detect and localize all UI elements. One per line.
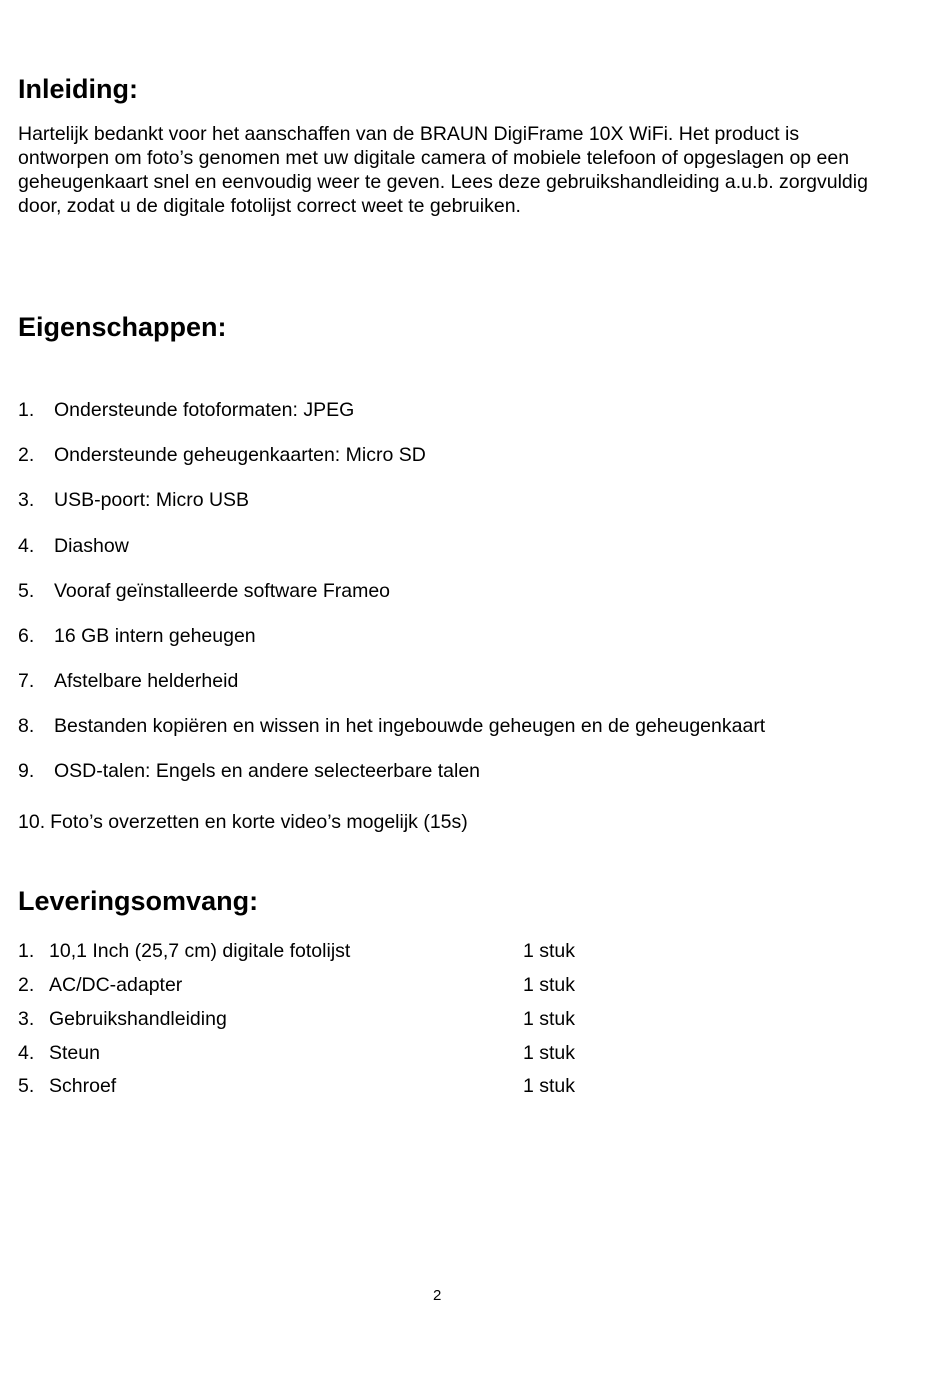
supply-row-text: Steun [49, 1042, 100, 1064]
list-item-number: 1. [18, 399, 35, 421]
list-item [18, 534, 129, 558]
list-item-number: 6. [18, 625, 35, 647]
supply-row-text: Schroef [49, 1075, 117, 1097]
supply-row-quantity: 1 stuk [523, 940, 576, 962]
supply-row-text: Gebruikshandleiding [49, 1008, 227, 1030]
list-item [18, 443, 426, 467]
list-item-text: OSD-talen: Engels en andere selecteerbare talen [54, 760, 481, 782]
supply-row-quantity: 1 stuk [523, 1075, 576, 1097]
supply-row [18, 1007, 638, 1031]
list-item [18, 714, 765, 738]
list-item-text: Bestanden kopiëren en wissen in het ingebouwde geheugen en de geheugenkaart [54, 715, 766, 737]
supply-row [18, 1041, 638, 1065]
list-item [18, 398, 354, 422]
list-item-number: 7. [18, 670, 35, 692]
list-item-text: Afstelbare helderheid [54, 670, 239, 692]
list-item-text: 16 GB intern geheugen [54, 625, 256, 647]
supply-row-text: 10,1 Inch (25,7 cm) digitale fotolijst [49, 940, 351, 962]
supply-row-number: 2. [18, 974, 35, 996]
supply-row [18, 973, 638, 997]
list-item-text: Foto’s overzetten en korte video’s mogelijk (15s) [50, 811, 468, 833]
list-item-text: USB-poort: Micro USB [54, 489, 250, 511]
supply-row [18, 939, 638, 963]
supply-row-number: 5. [18, 1075, 35, 1097]
supply-row-number: 4. [18, 1042, 35, 1064]
list-item-text: Ondersteunde fotoformaten: JPEG [54, 399, 355, 421]
list-item-text: Vooraf geïnstalleerde software Frameo [54, 580, 391, 602]
supply-row-text: AC/DC-adapter [49, 974, 183, 996]
features-heading: Eigenschappen: [18, 312, 227, 342]
list-item-text: Diashow [54, 535, 129, 557]
intro-heading: Inleiding: [18, 74, 138, 104]
supply-row-quantity: 1 stuk [523, 1008, 576, 1030]
list-item [18, 669, 238, 693]
list-item-number: 5. [18, 580, 35, 602]
list-item-number: 4. [18, 535, 35, 557]
list-item [18, 624, 256, 648]
list-item-number: 9. [18, 760, 35, 782]
supply-row-quantity: 1 stuk [523, 1042, 576, 1064]
supply-row [18, 1074, 638, 1098]
supply-row-number: 1. [18, 940, 35, 962]
supply-heading: Leveringsomvang: [18, 886, 259, 916]
list-item [18, 810, 468, 834]
list-item [18, 579, 390, 603]
list-item-number: 10. [18, 811, 46, 833]
list-item-number: 8. [18, 715, 35, 737]
page-number: 2 [433, 1287, 442, 1304]
list-item [18, 488, 249, 512]
list-item-number: 3. [18, 489, 35, 511]
list-item-number: 2. [18, 444, 35, 466]
list-item-text: Ondersteunde geheugenkaarten: Micro SD [54, 444, 426, 466]
intro-paragraph: Hartelijk bedankt voor het aanschaffen van de BRAUN DigiFrame 10X WiFi. Het product is ontworpen om foto’s genomen met uw digitale camera of mobiele telefoon of opgeslagen op een geheugenkaart snel en eenvoudig weer te geven. Lees deze gebruikshandleiding a.u.b. zorgvuldig door, zodat u de digitale fotolijst correct weet te gebruiken. [18, 123, 868, 217]
supply-row-quantity: 1 stuk [523, 974, 576, 996]
supply-row-number: 3. [18, 1008, 35, 1030]
list-item [18, 759, 480, 783]
